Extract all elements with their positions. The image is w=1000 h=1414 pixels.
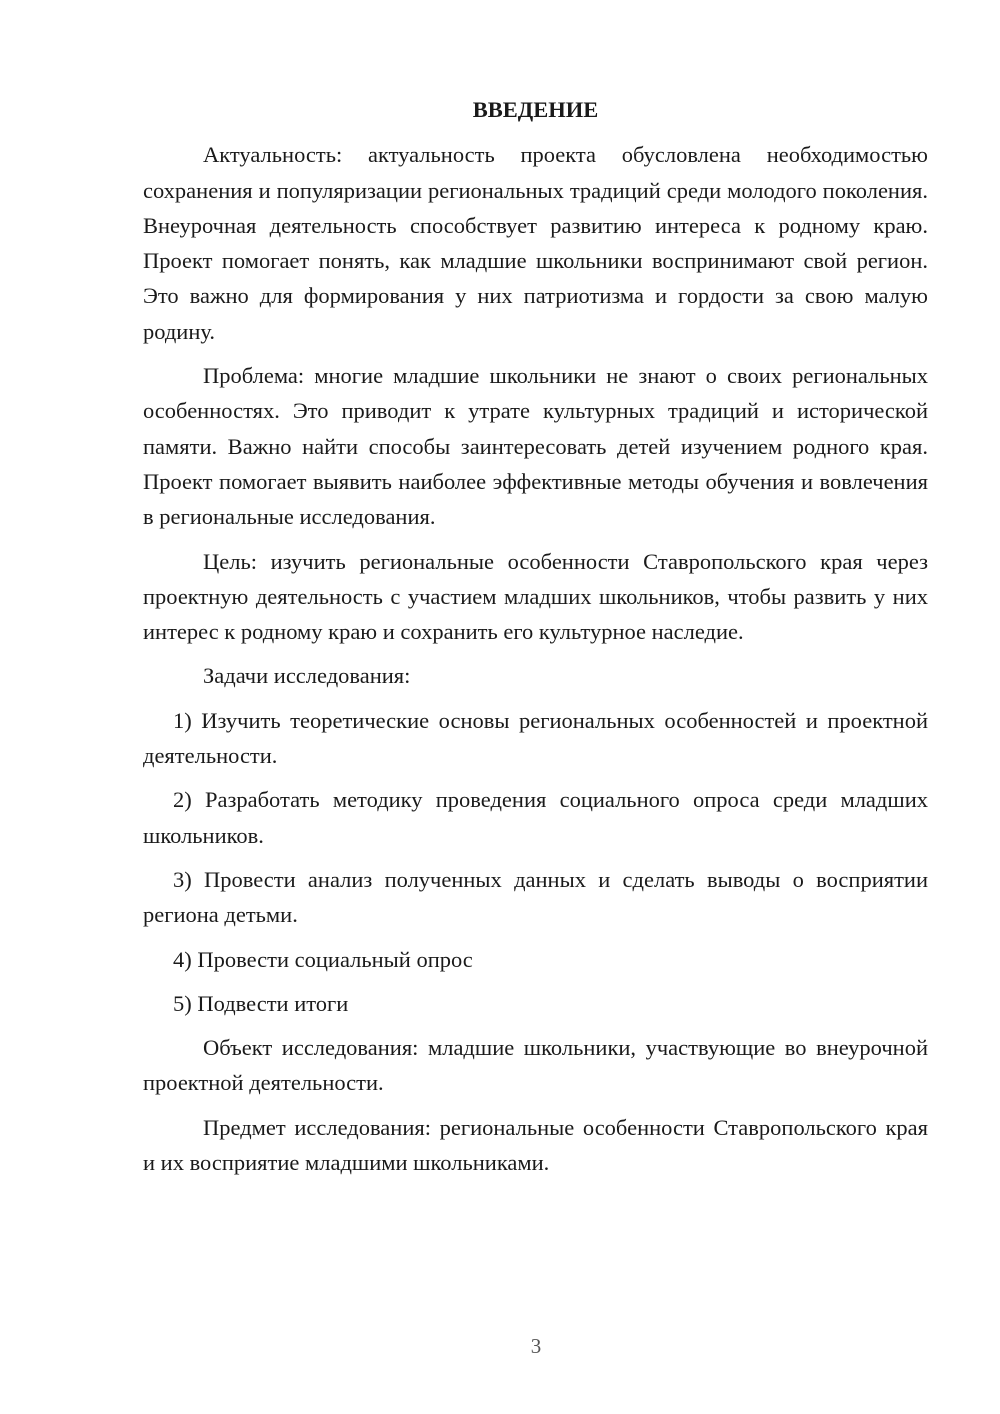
task-item-1: 1) Изучить теоретические основы региональных особенностей и проектной деятельности. [143,707,928,769]
problem-paragraph: Проблема: многие младшие школьники не знают о своих региональных особенностях. Это приводит к утрате культурных традиций и исторической памяти. Важно найти способы заинтересовать детей изучением родного края. Проект помогает выявить наиболее эффективные методы обучения и вовлечения в региональные исследования. [143,363,928,530]
task-item-3: 3) Провести анализ полученных данных и сделать выводы о восприятии региона детьми. [143,866,928,928]
section-heading: ВВЕДЕНИЕ [472,97,599,122]
object-paragraph: Объект исследования: младшие школьники, участвующие во внеурочной проектной деятельности. [143,1035,928,1096]
task-item-2: 2) Разработать методику проведения социального опроса среди младших школьников. [143,787,928,848]
goal-paragraph: Цель: изучить региональные особенности Ставропольского края через проектную деятельность с участием младших школьников, чтобы развить у них интерес к родному краю и сохранить его культурное наследие. [143,548,928,645]
page-number: 3 [530,1334,542,1358]
subject-paragraph: Предмет исследования: региональные особенности Ставропольского края и их восприятие младшими школьниками. [143,1114,928,1176]
tasks-title: Задачи исследования: [203,663,411,689]
relevance-paragraph: Актуальность: актуальность проекта обусловлена необходимостью сохранения и популяризации региональных традиций среди молодого поколения. Внеурочная деятельность способствует развитию интереса к родному краю. Проект помогает понять, как младшие школьники воспринимают свой регион. Это важно для формирования у них патриотизма и гордости за свою малую родину. [143,142,928,344]
task-item-4: 4) Провести социальный опрос [173,946,473,972]
task-item-5: 5) Подвести итоги [173,990,349,1016]
page-body [143,92,928,1189]
